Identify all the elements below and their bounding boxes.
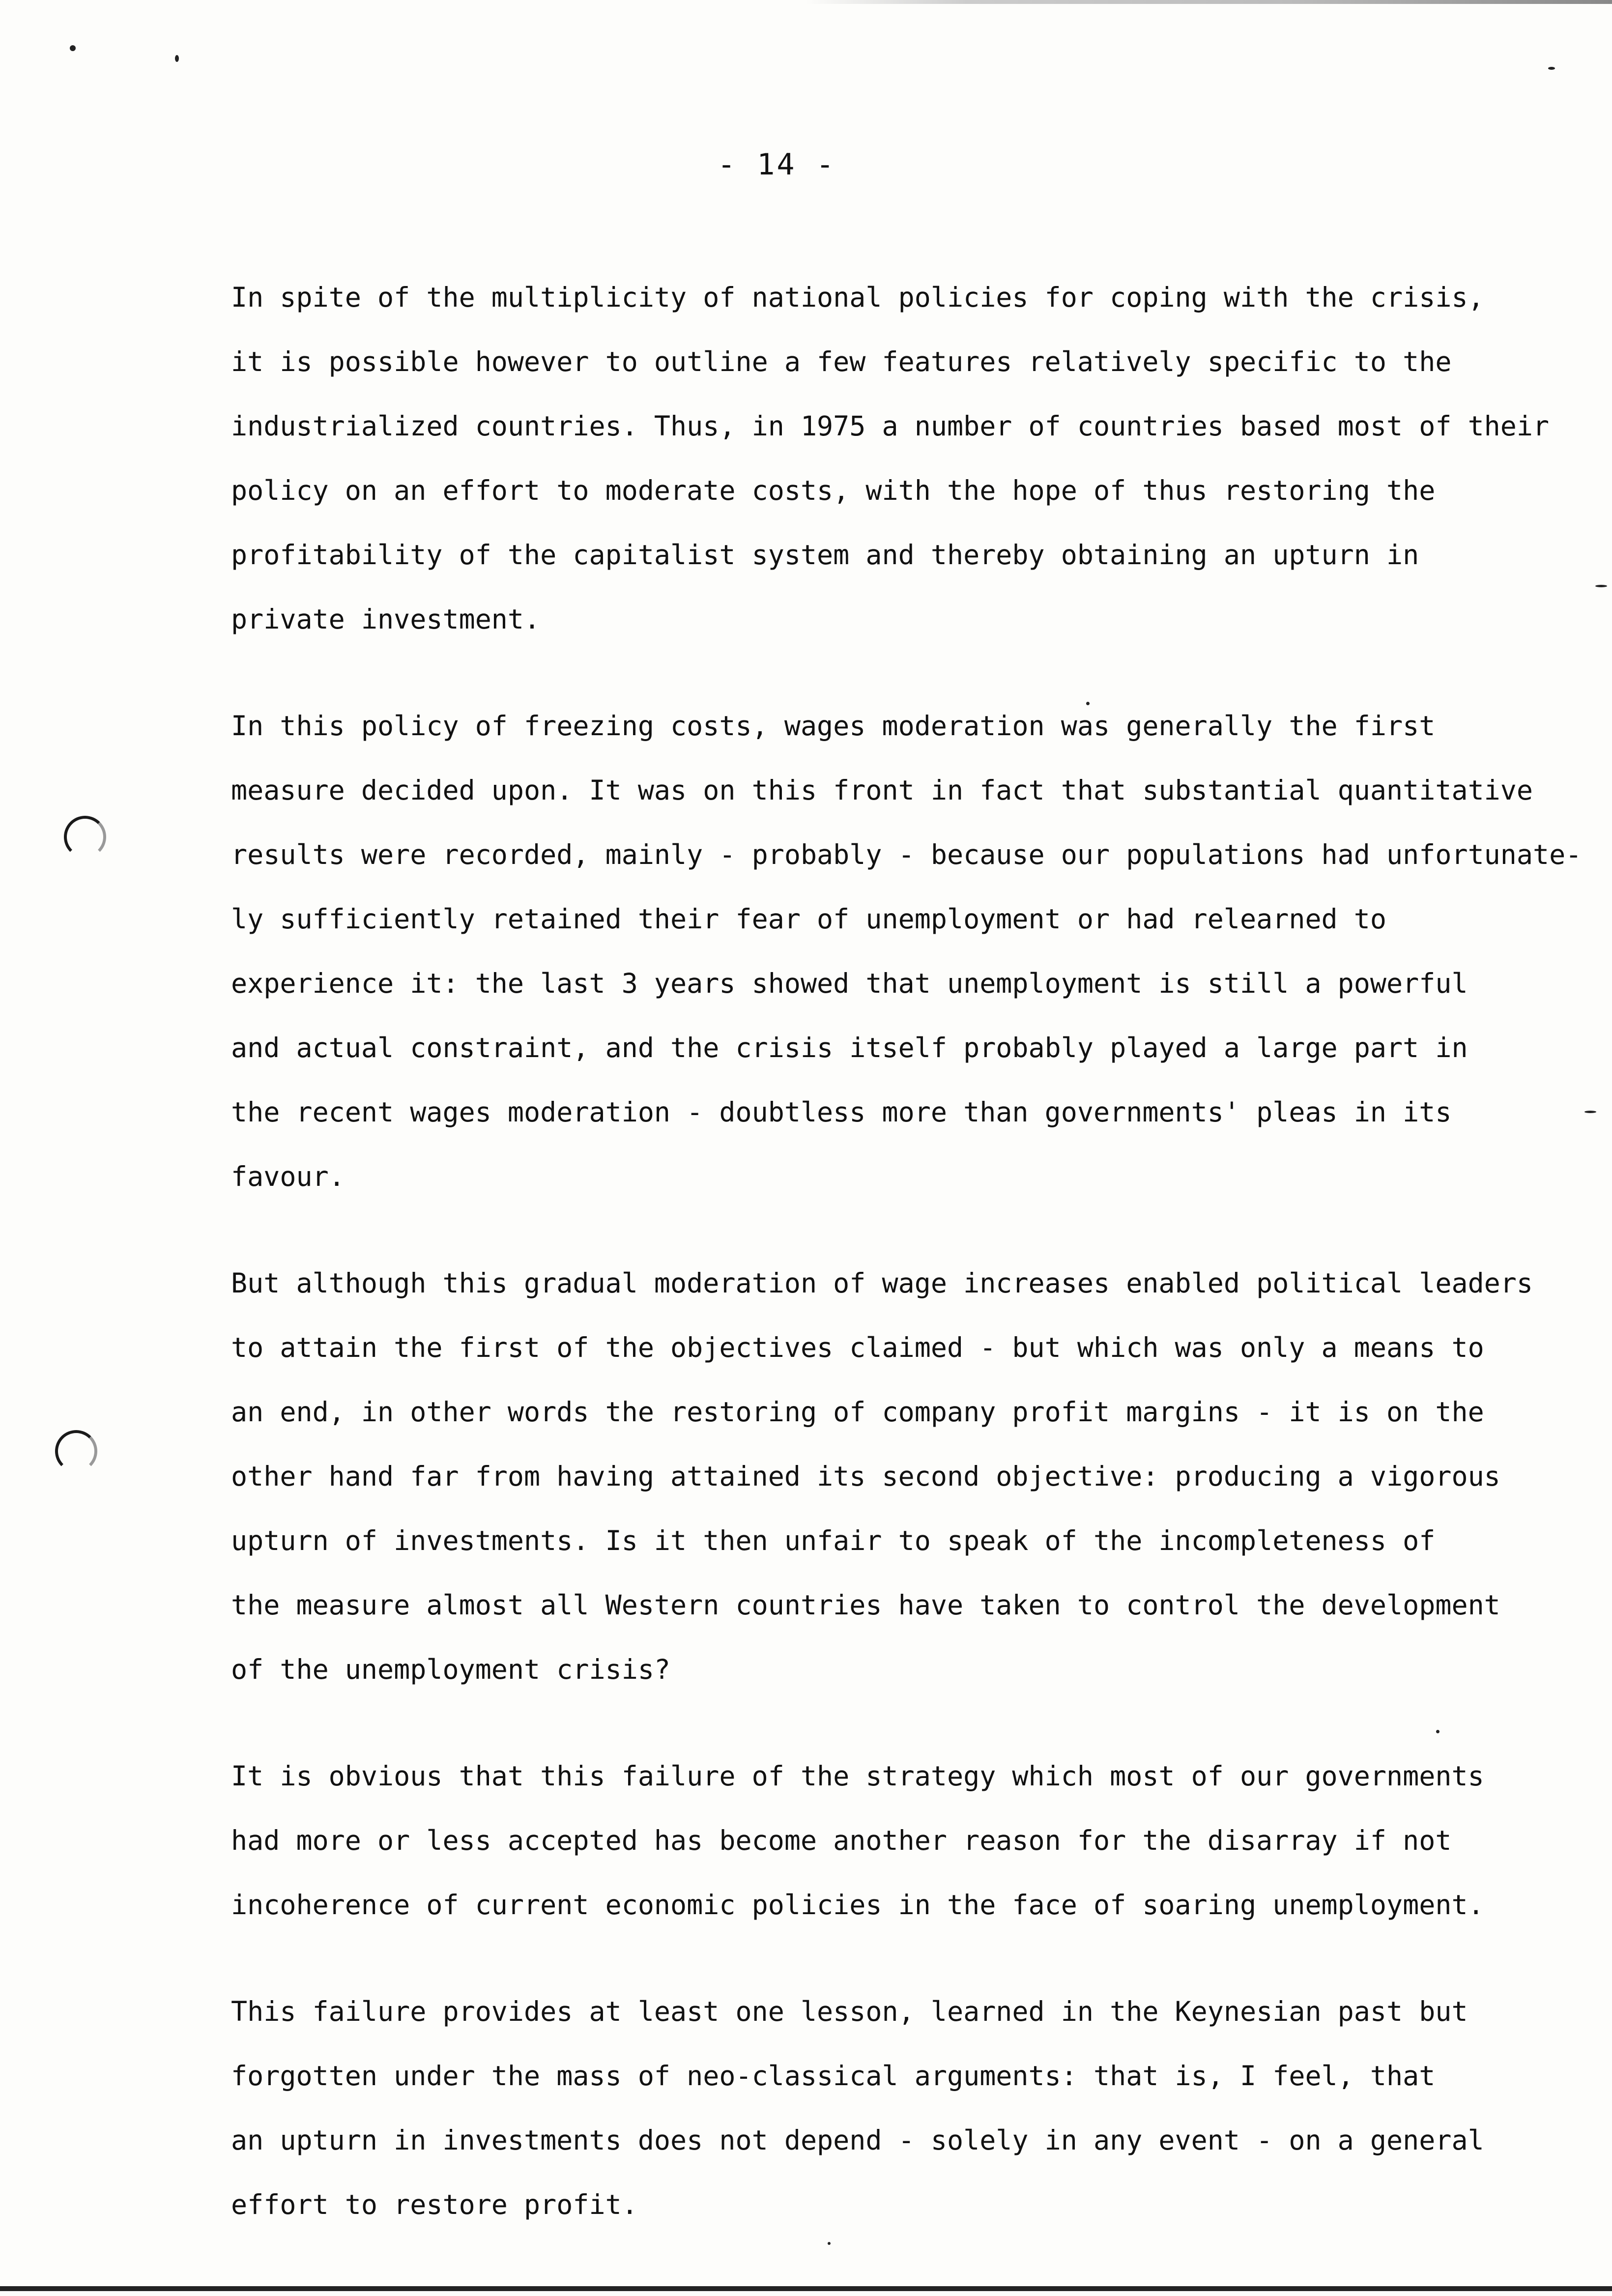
text-line: the recent wages moderation - doubtless more than governments' pleas in its xyxy=(231,1096,1452,1128)
text-line: private investment. xyxy=(231,603,541,635)
text-line: In this policy of freezing costs, wages moderation was generally the first xyxy=(231,710,1436,742)
scan-speck xyxy=(70,45,76,51)
text-line: profitability of the capitalist system and thereby obtaining an upturn in xyxy=(231,539,1419,571)
body-text xyxy=(231,265,1607,2279)
paragraph xyxy=(231,1980,1607,2237)
text-line: measure decided upon. It was on this front in fact that substantial quantitative xyxy=(231,775,1533,806)
scan-edge-top xyxy=(0,0,1612,4)
paragraph xyxy=(231,265,1607,652)
text-line: other hand far from having attained its second objective: producing a vigorous xyxy=(231,1461,1500,1492)
text-line: and actual constraint, and the crisis itself probably played a large part in xyxy=(231,1032,1468,1063)
page-number: - 14 - xyxy=(718,147,836,182)
punch-hole xyxy=(55,1430,97,1472)
text-line: of the unemployment crisis? xyxy=(231,1654,671,1685)
scan-edge-bottom xyxy=(0,2286,1612,2291)
text-line: forgotten under the mass of neo-classical arguments: that is, I feel, that xyxy=(231,2060,1436,2092)
text-line: the measure almost all Western countries have taken to control the development xyxy=(231,1589,1500,1621)
text-line: ly sufficiently retained their fear of unemployment or had relearned to xyxy=(231,903,1387,935)
text-line: It is obvious that this failure of the strategy which most of our governments xyxy=(231,1760,1484,1792)
text-line: an end, in other words the restoring of company profit margins - it is on the xyxy=(231,1396,1484,1428)
paragraph xyxy=(231,1251,1607,1702)
text-line: an upturn in investments does not depend - solely in any event - on a general xyxy=(231,2124,1484,2156)
scan-speck xyxy=(175,55,179,62)
text-line: to attain the first of the objectives claimed - but which was only a means to xyxy=(231,1332,1484,1363)
scan-speck xyxy=(1548,67,1555,70)
text-line: industrialized countries. Thus, in 1975 a number of countries based most of their xyxy=(231,410,1550,442)
text-line: favour. xyxy=(231,1161,345,1192)
paragraph xyxy=(231,1744,1607,1937)
text-line: upturn of investments. Is it then unfair to speak of the incompleteness of xyxy=(231,1525,1436,1556)
text-line: incoherence of current economic policies in the face of soaring unemployment. xyxy=(231,1889,1484,1921)
text-line: policy on an effort to moderate costs, with the hope of thus restoring the xyxy=(231,475,1436,506)
text-line: But although this gradual moderation of wage increases enabled political leaders xyxy=(231,1267,1533,1299)
text-line: This failure provides at least one lesson, learned in the Keynesian past but xyxy=(231,1996,1468,2027)
punch-hole xyxy=(64,816,106,858)
text-line: effort to restore profit. xyxy=(231,2189,638,2220)
text-line: In spite of the multiplicity of national policies for coping with the crisis, xyxy=(231,282,1484,313)
text-line: it is possible however to outline a few features relatively specific to the xyxy=(231,346,1452,377)
paragraph xyxy=(231,694,1607,1209)
text-line: results were recorded, mainly - probably - because our populations had unfortunate- xyxy=(231,839,1582,870)
text-line: had more or less accepted has become another reason for the disarray if not xyxy=(231,1825,1452,1856)
text-line: experience it: the last 3 years showed that unemployment is still a powerful xyxy=(231,968,1468,999)
